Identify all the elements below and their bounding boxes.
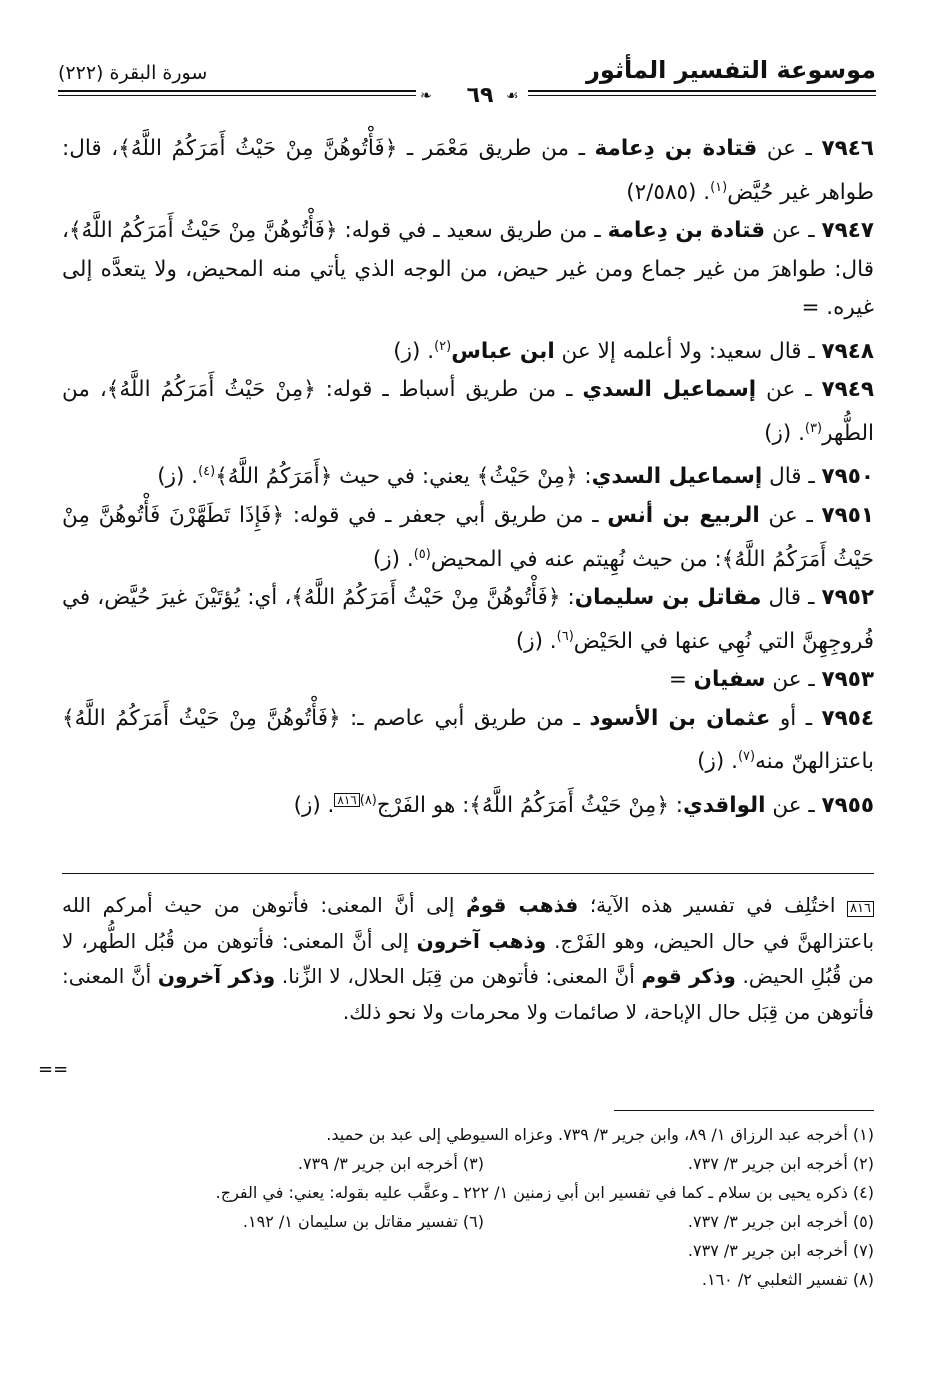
text-run: . (ز) — [293, 793, 335, 819]
narration-entry — [62, 782, 874, 826]
entry-number: ٧٩٤٩ — [821, 377, 874, 403]
text-run: ، قال: طواهر غير حُيَّض — [62, 136, 874, 205]
narrator-name: الواقدي — [683, 793, 766, 819]
narrator-name: قتادة بن دِعامة — [594, 136, 758, 161]
entry-number: ٧٩٥٠ — [821, 464, 874, 490]
narrator-name: وذكر قوم — [641, 964, 736, 988]
text-run: . (ز) — [372, 546, 414, 572]
narration-entry — [62, 700, 874, 782]
quran-quote: ﴿مِنْ حَيْثُ أَمَرَكُمُ اللَّهُ﴾ — [106, 377, 316, 403]
footnote-ref: (٣) — [804, 420, 823, 436]
text-run: ـ عن — [756, 377, 822, 403]
text-run: ـ من طريق أسباط ـ قوله: — [315, 377, 583, 403]
quran-quote: ﴿أَمَرَكُمُ اللَّهُ﴾ — [215, 464, 333, 490]
narration-entry — [62, 371, 874, 453]
footnote-row — [62, 1236, 874, 1265]
text-run: ـ عن — [765, 218, 822, 244]
ornament-left-icon: ❧ — [420, 88, 432, 104]
narrator-name: عثمان بن الأسود — [589, 705, 771, 731]
quran-quote: ﴿فَأْتُوهُنَّ مِنْ حَيْثُ أَمَرَكُمُ اللَّهُ﴾ — [62, 705, 341, 731]
text-run: ـ من طريق أبي عاصم ـ: — [340, 705, 590, 731]
narrator-name: إسماعيل السدي — [591, 464, 763, 490]
header-rule-right — [528, 90, 876, 92]
text-run: ـ قال — [762, 464, 822, 490]
narrator-name: مقاتل بن سليمان — [574, 585, 762, 611]
surah-label — [58, 62, 207, 84]
narration-entry — [62, 497, 874, 579]
text-run: : من حيث نُهِيتم عنه في المحيض — [430, 546, 722, 572]
text-run: ـ عن — [757, 136, 822, 161]
text-run: ـ من طريق سعيد ـ في قوله: — [337, 218, 608, 244]
book-title: موسوعة التفسير المأثور — [586, 56, 876, 84]
footnotes — [62, 1120, 874, 1294]
entry-number: ٧٩٤٨ — [821, 338, 874, 364]
text-run: . (ز) — [697, 749, 738, 775]
page-header — [58, 50, 876, 110]
footnote-ref: (٦) — [556, 628, 574, 644]
text-run: ـ قال سعيد: ولا أعلمه إلا عن — [554, 338, 822, 364]
text-run: ، من الطُّهر — [62, 377, 874, 446]
footnote: (١) أخرجه عبد الرزاق ١/ ٨٩، وابن جرير ٣/ ٧٣٩. وعزاه السيوطي إلى عبد بن حميد. — [326, 1125, 874, 1144]
text-run: = — [668, 667, 694, 693]
text-run: . (ز) — [515, 628, 557, 654]
text-run: إلى أنَّ المعنى: فأتوهن من حيث أمركم الله باعتزالهنَّ في حال الحيض، وهو الفَرْج. — [62, 893, 875, 953]
footnote-ref: (٢) — [434, 338, 452, 354]
footnote-divider — [614, 1110, 874, 1111]
entry-number: ٧٩٥١ — [821, 503, 874, 529]
footnote-row — [62, 1265, 874, 1294]
text-run: . (ز) — [157, 464, 199, 490]
footnote: (٣) أخرجه ابن جرير ٣/ ٧٣٩. — [297, 1154, 484, 1173]
ornament-right-icon: ☙ — [506, 88, 519, 104]
footnote: (٥) أخرجه ابن جرير ٣/ ٧٣٧. — [687, 1212, 874, 1231]
narration-entry — [62, 130, 874, 212]
footnote: (٧) أخرجه ابن جرير ٣/ ٧٣٧. — [687, 1241, 874, 1260]
quran-quote: ﴿مِنْ حَيْثُ﴾ — [476, 464, 578, 490]
text-run: ـ عن — [759, 503, 822, 529]
footnote: (٨) تفسير الثعلبي ٢/ ١٦٠. — [701, 1270, 874, 1289]
ayah-number: (٢٢٢) — [58, 62, 104, 84]
narration-entry — [62, 579, 874, 661]
text-run: : — [577, 464, 592, 490]
footnote-ref: (٧) — [737, 749, 756, 765]
narration-entry — [62, 328, 874, 372]
footnote-ref: (٥) — [413, 546, 431, 562]
text-run: باعتزالهنّ منه — [755, 749, 874, 775]
footnote: (٢) أخرجه ابن جرير ٣/ ٧٣٧. — [687, 1154, 874, 1173]
footnote-ref: (١) — [710, 179, 728, 195]
footnote-row — [62, 1120, 874, 1149]
entry-number: ٧٩٤٦ — [821, 136, 875, 161]
page-number: ٦٩ — [466, 83, 494, 108]
narration-entry — [62, 661, 874, 700]
narrations — [62, 130, 874, 826]
narration-entry — [62, 212, 874, 328]
entry-number: ٧٩٥٥ — [821, 793, 874, 819]
text-run: أنَّ المعنى: فأتوهن من قِبَل حال الإباحة، لا صائمات ولا محرمات ولا نحو ذلك. — [62, 964, 874, 1024]
footnote: (٦) تفسير مقاتل بن سليمان ١/ ١٩٢. — [242, 1212, 484, 1231]
text-run: ـ عن — [765, 793, 822, 819]
quran-quote: ﴿فَأْتُوهُنَّ مِنْ حَيْثُ أَمَرَكُمُ اللَّهُ﴾ — [68, 218, 338, 244]
text-run: . (٢/٥٨٥) — [626, 179, 711, 205]
footnote-ref: (٤) — [198, 464, 216, 480]
narrator-name: الربيع بن أنس — [607, 503, 760, 529]
narrator-name: وذكر آخرون — [157, 964, 276, 988]
quran-quote: ﴿فَإِذَا تَطَهَّرْنَ فَأْتُوهُنَّ مِنْ حَيْثُ أَمَرَكُمُ اللَّهُ﴾ — [62, 503, 874, 572]
narration-entry — [62, 453, 874, 497]
entry-number: ٧٩٥٣ — [821, 667, 874, 693]
footnote-row — [62, 1149, 874, 1178]
entry-number: ٧٩٥٢ — [821, 585, 874, 611]
text-run: ، أي: يُؤتَيْنَ غيرَ حُيَّض، في فُروجِهِنَّ التي نُهِي عنها في الحَيْض — [62, 585, 874, 654]
quran-quote: ﴿فَأْتُوهُنَّ مِنْ حَيْثُ أَمَرَكُمُ اللَّهُ﴾ — [118, 136, 398, 161]
text-run: ـ من طريق مَعْمَر ـ — [397, 136, 595, 161]
text-run: ـ عن — [765, 667, 822, 693]
commentary-ref-box: ٨١٦ — [334, 793, 359, 807]
text-run: إلى أنَّ المعنى: فأتوهن من قُبُل الطُّهر، لا من قُبُلِ الحيض. — [62, 928, 875, 988]
text-run: اختُلِف في تفسير هذه الآية؛ — [578, 893, 848, 917]
text-run: ـ أو — [770, 705, 822, 731]
footnote-row — [62, 1207, 874, 1236]
text-run: : — [668, 793, 683, 819]
entry-number: ٧٩٥٤ — [821, 705, 874, 731]
header-rule-left — [58, 90, 416, 92]
footnote-ref: (٨) — [359, 793, 377, 809]
surah-name: سورة البقرة — [109, 62, 208, 84]
narrator-name: ابن عباس — [451, 338, 555, 364]
text-run: . (ز) — [393, 338, 435, 364]
text-run: : — [560, 585, 575, 611]
footnote: (٤) ذكره يحيى بن سلام ـ كما في تفسير ابن أبي زمنين ١/ ٢٢٢ ـ وعقَّب عليه بقوله: يعني: في الفرج. — [215, 1183, 874, 1202]
text-run: أنَّ المعنى: فأتوهن من قِبَل الحلال، لا الزِّنا. — [275, 964, 642, 988]
footnote-row — [62, 1178, 874, 1207]
quran-quote: ﴿فَأْتُوهُنَّ مِنْ حَيْثُ أَمَرَكُمُ اللَّهُ﴾ — [291, 585, 561, 611]
narrator-name: سفيان — [693, 667, 766, 693]
header-rule-left-thin — [58, 95, 416, 96]
narrator-name: قتادة بن دِعامة — [607, 218, 766, 244]
continuation-mark: == — [38, 1059, 69, 1080]
narrator-name: وذهب آخرون — [416, 928, 547, 953]
text-run: يعني: في حيث — [332, 464, 477, 490]
entry-number: ٧٩٤٧ — [821, 218, 875, 244]
text-run: : هو الفَرْج — [376, 793, 470, 819]
quran-quote: ﴿مِنْ حَيْثُ أَمَرَكُمُ اللَّهُ﴾ — [469, 793, 669, 819]
narrator-name: فذهب قومٌ — [466, 893, 579, 917]
text-run: ، قال: طواهرَ من غير جماع ومن غير حيض، من الوجه الذي يأتي منه المحيض، ولا يتعدَّه إلى غيره. = — [62, 218, 874, 321]
commentary — [62, 888, 874, 1030]
commentary-number-box: ٨١٦ — [847, 901, 874, 917]
commentary-divider — [62, 873, 874, 874]
header-rule-right-thin — [528, 95, 876, 96]
text-run: . (ز) — [764, 420, 805, 446]
narrator-name: إسماعيل السدي — [582, 377, 757, 403]
text-run: ـ قال — [761, 585, 822, 611]
text-run: ـ من طريق أبي جعفر ـ في قوله: — [283, 503, 608, 529]
